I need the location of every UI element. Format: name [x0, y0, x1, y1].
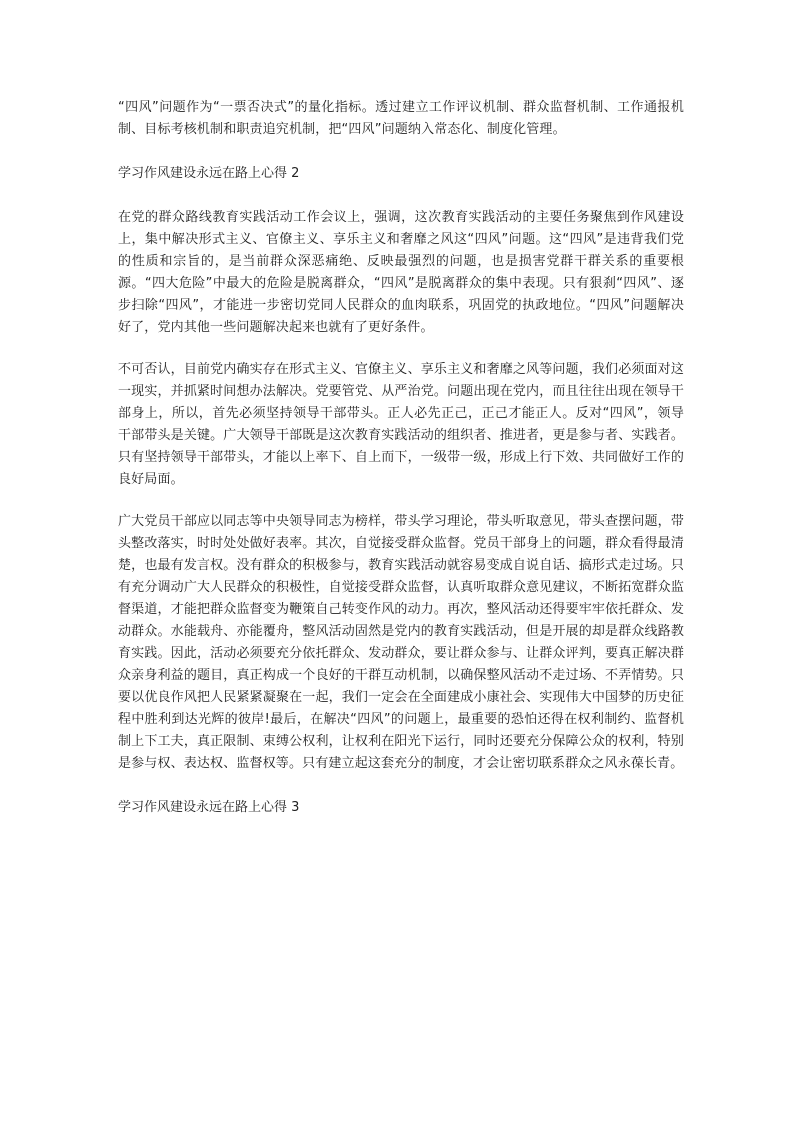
intro-paragraph: “四风”问题作为“一票否决式”的量化指标。透过建立工作评议机制、群众监督机制、工作通报机制、目标考核机制和职责追究机制，把“四风”问题纳入常态化、制度化管理。 [118, 100, 684, 137]
paragraph-1: 在党的群众路线教育实践活动工作会议上，强调，这次教育实践活动的主要任务聚焦到作风建设上，集中解决形式主义、官僚主义、享乐主义和奢靡之风这“四风”问题。这“四风”是违背我们党的性质和宗旨的，是当前群众深恶痛绝、反映最强烈的问题，也是损害党群干群关系的重要根源。“四大危险”中最大的危险是脱离群众，“四风”是脱离群众的集中表现。只有狠刹“四风”、逐步扫除“四风”，才能进一步密切党同人民群众的血肉联系，巩固党的执政地位。“四风”问题解决好了，党内其他一些问题解决起来也就有了更好条件。 [118, 210, 684, 335]
document-page [118, 97, 684, 819]
paragraph-3: 广大党员干部应以同志等中央领导同志为榜样，带头学习理论，带头听取意见，带头查摆问题，带头整改落实，时时处处做好表率。其次，自觉接受群众监督。党员干部身上的问题，群众看得最清楚，也最有发言权。没有群众的积极参与，教育实践活动就容易变成自说自话、搞形式走过场。只有充分调动广大人民群众的积极性，自觉接受群众监督，认真听取群众意见建议，不断拓宽群众监督渠道，才能把群众监督变为鞭策自己转变作风的动力。再次，整风活动还得要牢牢依托群众、发动群众。水能载舟、亦能覆舟，整风活动固然是党内的教育实践活动，但是开展的却是群众线路教育实践。因此，活动必须要充分依托群众、发动群众，要让群众参与、让群众评判，要真正解决群众亲身利益的题目，真正构成一个良好的干群互动机制，以确保整风活动不走过场、不弄情势。只要以优良作风把人民紧紧凝聚在一起，我们一定会在全面建成小康社会、实现伟大中国梦的历史征程中胜利到达光辉的彼岸!最后，在解决“四风”的问题上，最重要的恐怕还得在权利制约、监督机制上下工夫，真正限制、束缚公权利，让权利在阳光下运行，同时还要充分保障公众的权利，特别是参与权、表达权、监督权等。只有建立起这套充分的制度，才会让密切联系群众之风永葆长青。 [118, 514, 684, 771]
section-heading-3: 学习作风建设永远在路上心得 3 [118, 800, 300, 815]
section-heading-2: 学习作风建设永远在路上心得 2 [118, 166, 300, 181]
paragraph-2: 不可否认，目前党内确实存在形式主义、官僚主义、享乐主义和奢靡之风等问题，我们必须面对这一现实，并抓紧时间想办法解决。党要管党、从严治党。问题出现在党内，而且往往出现在领导干部身上，所以，首先必须坚持领导干部带头。正人必先正己，正己才能正人。反对“四风”，领导干部带头是关键。广大领导干部既是这次教育实践活动的组织者、推进者，更是参与者、实践者。只有坚持领导干部带头，才能以上率下、自上而下，一级带一级，形成上行下效、共同做好工作的良好局面。 [118, 362, 684, 487]
